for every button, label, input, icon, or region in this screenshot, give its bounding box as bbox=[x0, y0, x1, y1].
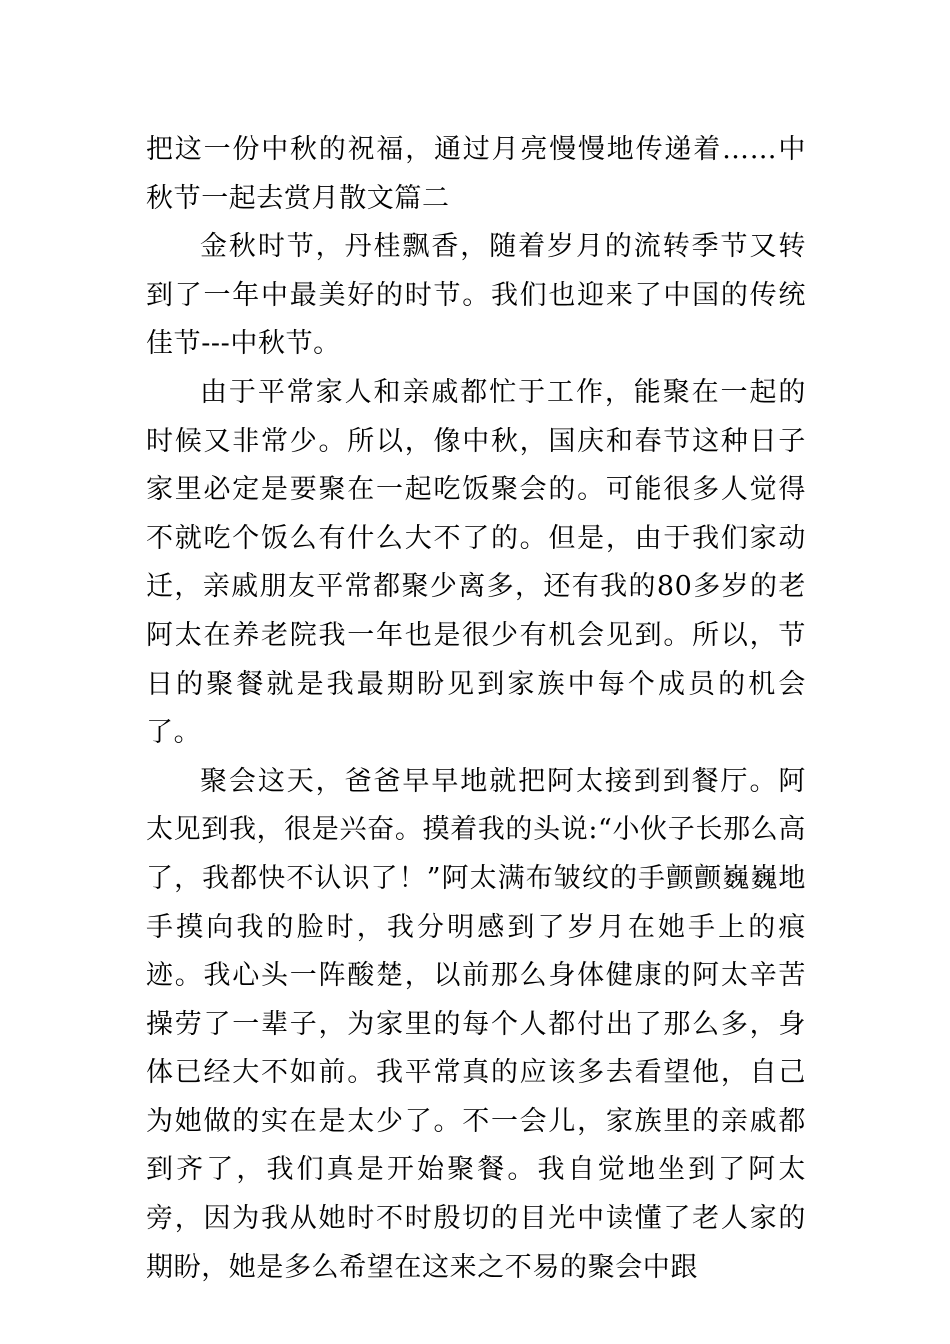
paragraph-1: 把这一份中秋的祝福，通过月亮慢慢地传递着……中秋节一起去赏月散文篇二 bbox=[146, 134, 806, 214]
body-text bbox=[146, 126, 806, 1292]
paragraph-2: 金秋时节，丹桂飘香，随着岁月的流转季节又转到了一年中最美好的时节。我们也迎来了中国的传统佳节---中秋节。 bbox=[146, 231, 806, 360]
paragraph-3: 由于平常家人和亲戚都忙于工作，能聚在一起的时候又非常少。所以，像中秋，国庆和春节这种日子家里必定是要聚在一起吃饭聚会的。可能很多人觉得不就吃个饭么有什么大不了的。但是，由于我们家动迁，亲戚朋友平常都聚少离多，还有我的80多岁的老阿太在养老院我一年也是很少有机会见到。所以，节日的聚餐就是我最期盼见到家族中每个成员的机会了。 bbox=[146, 376, 806, 749]
paragraph-4: 聚会这天，爸爸早早地就把阿太接到到餐厅。阿太见到我，很是兴奋。摸着我的头说:“小伙子长那么高了，我都快不认识了！”阿太满布皱纹的手颤颤巍巍地手摸向我的脸时，我分明感到了岁月在她手上的痕迹。我心头一阵酸楚，以前那么身体健康的阿太辛苦操劳了一辈子，为家里的每个人都付出了那么多，身体已经大不如前。我平常真的应该多去看望他，自己为她做的实在是太少了。不一会儿，家族里的亲戚都到齐了，我们真是开始聚餐。我自觉地坐到了阿太旁，因为我从她时不时殷切的目光中读懂了老人家的期盼，她是多么希望在这来之不易的聚会中跟 bbox=[146, 765, 806, 1283]
